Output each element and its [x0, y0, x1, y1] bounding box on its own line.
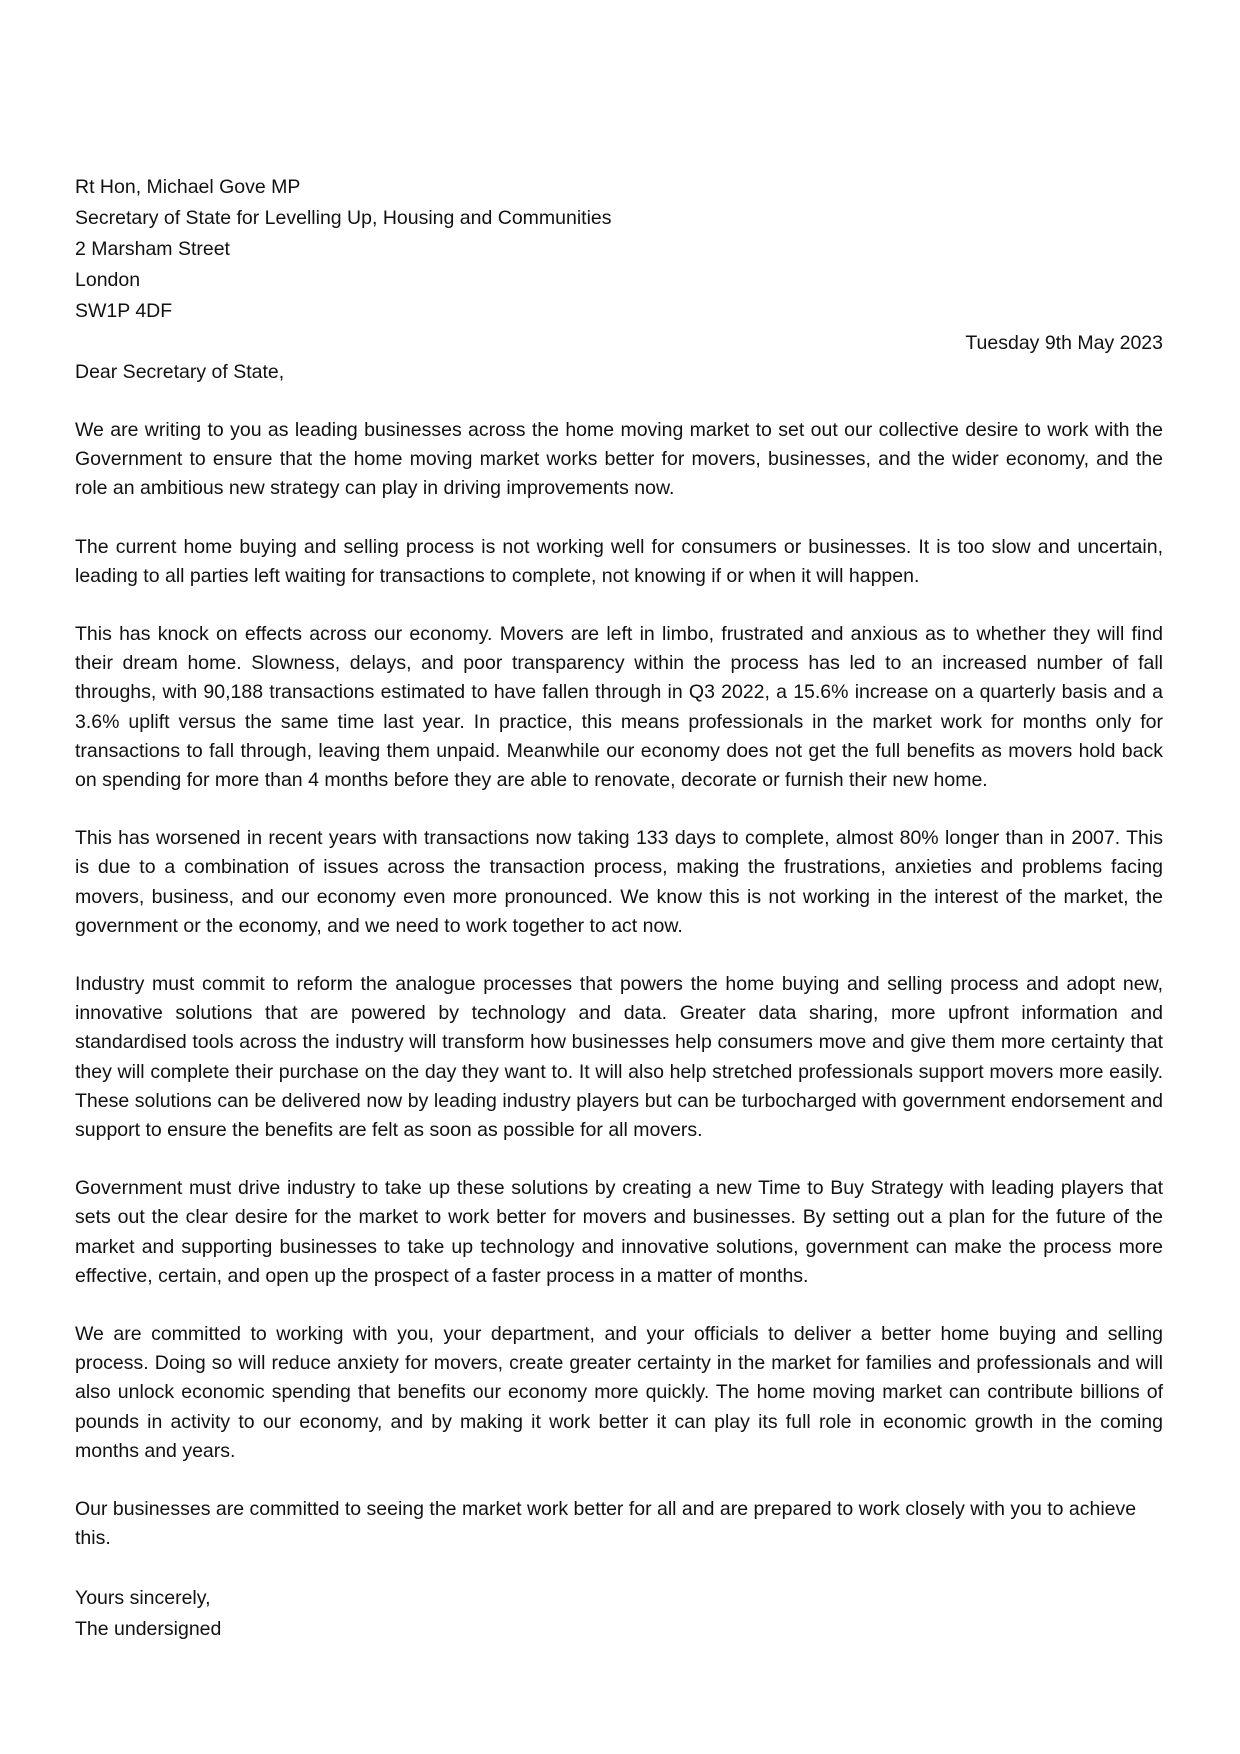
signatory: The undersigned [75, 1617, 222, 1640]
body-paragraph-4: This has worsened in recent years with transactions now taking 133 days to complete, almost 80% longer than in 2007. This is due to a combination of issues across the transaction process, making the frustrations, anxieties and problems facing movers, business, and our economy even more pronounced. We know this is not working in the interest of the market, the government or the economy, and we need to work together to act now. [75, 827, 1163, 937]
address-postcode: SW1P 4DF [75, 300, 173, 322]
letter-date: Tuesday 9th May 2023 [965, 332, 1163, 354]
recipient-name: Rt Hon, Michael Gove MP [75, 176, 301, 198]
body-paragraph-5: Industry must commit to reform the analogue processes that powers the home buying and selling process and adopt new, innovative solutions that are powered by technology and data. Greater data sharing, more upfront information and standardised tools across the industry will transform how businesses help consumers move and give them more certainty that they will complete their purchase on the day they want to. It will also help stretched professionals support movers more easily. These solutions can be delivered now by leading industry players but can be turbocharged with government endorsement and support to ensure the benefits are felt as soon as possible for all movers. [75, 973, 1163, 1142]
body-paragraph-8: Our businesses are committed to seeing the market work better for all and are prepared to work closely with you to achieve this. [75, 1498, 1137, 1550]
body-paragraph-7: We are committed to working with you, your department, and your officials to deliver a better home buying and selling process. Doing so will reduce anxiety for movers, create greater certainty in the market for families and professionals and will also unlock economic spending that benefits our economy more quickly. The home moving market can contribute billions of pounds in activity to our economy, and by making it work better it can play its full role in economic growth in the coming months and years. [75, 1323, 1163, 1462]
address-street: 2 Marsham Street [75, 238, 230, 260]
recipient-title: Secretary of State for Levelling Up, Housing and Communities [75, 207, 612, 229]
closing [75, 1583, 1163, 1645]
body-paragraph-2: The current home buying and selling process is not working well for consumers or businesses. It is too slow and uncertain, leading to all parties left waiting for transactions to complete, not knowing if or when it will happen. [75, 535, 1163, 587]
salutation: Dear Secretary of State, [75, 361, 285, 383]
body-paragraph-6: Government must drive industry to take up these solutions by creating a new Time to Buy Strategy with leading players that sets out the clear desire for the market to work better for movers and businesses. By setting out a plan for the future of the market and supporting businesses to take up technology and innovative solutions, government can make the process more effective, certain, and open up the prospect of a faster process in a matter of months. [75, 1177, 1163, 1287]
address-city: London [75, 269, 141, 291]
recipient-address [75, 172, 1163, 327]
letter [75, 172, 1163, 1645]
body-paragraph-3: This has knock on effects across our economy. Movers are left in limbo, frustrated and anxious as to whether they will find their dream home. Slowness, delays, and poor transparency within the process has led to an increased number of fall throughs, with 90,188 transactions estimated to have fallen through in Q3 2022, a 15.6% increase on a quarterly basis and a 3.6% uplift versus the same time last year. In practice, this means professionals in the market work for months only for transactions to fall through, leaving them unpaid. Meanwhile our economy does not get the full benefits as movers hold back on spending for more than 4 months before they are able to renovate, decorate or furnish their new home. [75, 623, 1163, 792]
valediction: Yours sincerely, [75, 1586, 211, 1609]
body-paragraph-1: We are writing to you as leading businesses across the home moving market to set out our collective desire to work with the Government to ensure that the home moving market works better for movers, businesses, and the wider economy, and the role an ambitious new strategy can play in driving improvements now. [75, 419, 1163, 500]
